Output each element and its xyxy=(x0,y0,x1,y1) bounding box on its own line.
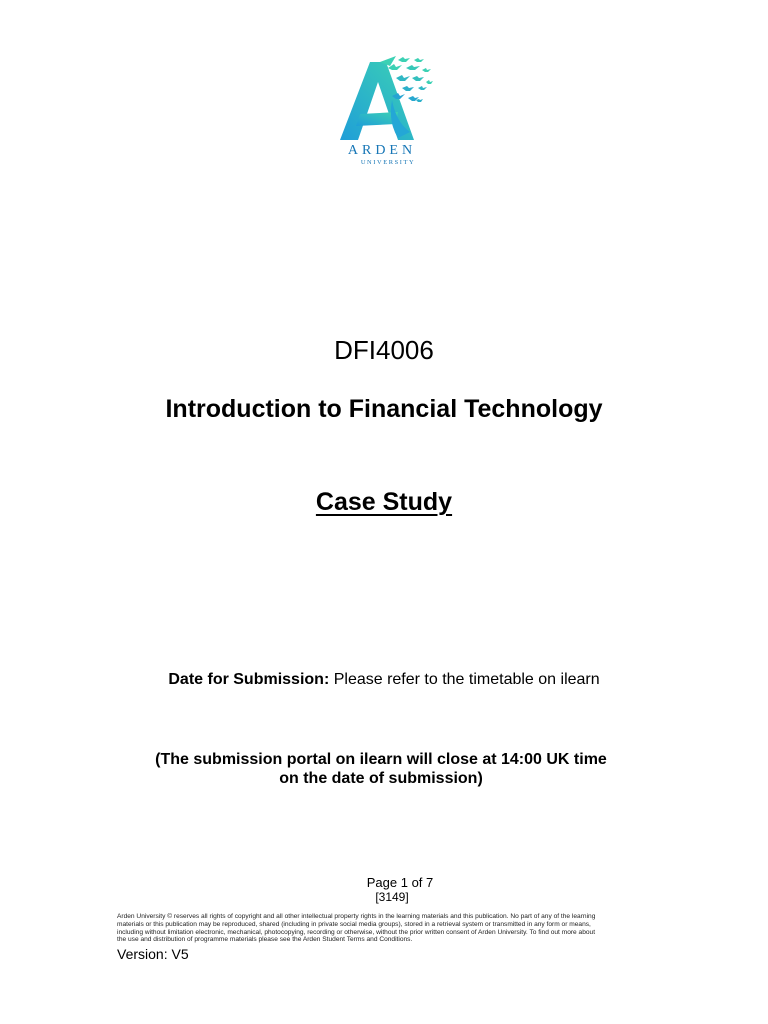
svg-text:UNIVERSITY: UNIVERSITY xyxy=(360,159,416,166)
submission-label: Date for Submission: xyxy=(168,671,330,688)
document-type-heading xyxy=(0,485,768,519)
course-code: DFI4006 xyxy=(334,335,434,365)
arden-university-logo xyxy=(326,52,438,168)
copyright-line: Arden University © reserves all rights of copyright and all other intellectual property rights in the learning materials and this publication. No part of any of the learning xyxy=(117,913,596,920)
document-type-label: Case Study xyxy=(315,488,453,516)
svg-text:ARDEN: ARDEN xyxy=(347,143,417,158)
arden-a-bird-icon xyxy=(326,52,438,168)
portal-note-line: on the date of submission) xyxy=(279,770,483,787)
copyright-line: materials or this publication may be reproduced, shared (including in private social media groups), stored in a retrieval system or transmitted in any form or means, xyxy=(117,920,591,928)
copyright-notice xyxy=(117,913,687,944)
page-number: Page 1 of 7 xyxy=(366,875,434,890)
portal-close-note xyxy=(0,750,762,788)
version-label: Version: V5 xyxy=(117,946,189,962)
document-reference: [3149] xyxy=(375,890,409,904)
copyright-line: the use and distribution of programme materials please see the Arden Student Terms and Conditions. xyxy=(117,936,413,944)
portal-note-line: (The submission portal on ilearn will close at 14:00 UK time xyxy=(155,751,607,768)
submission-date xyxy=(0,670,768,690)
course-title: Introduction to Financial Technology xyxy=(165,395,603,423)
submission-text: Please refer to the timetable on ilearn xyxy=(329,671,600,688)
copyright-line: including without limitation electronic, mechanical, photocopying, recording or otherwise, without the prior written consent of Arden University. To find out more about xyxy=(117,928,596,936)
